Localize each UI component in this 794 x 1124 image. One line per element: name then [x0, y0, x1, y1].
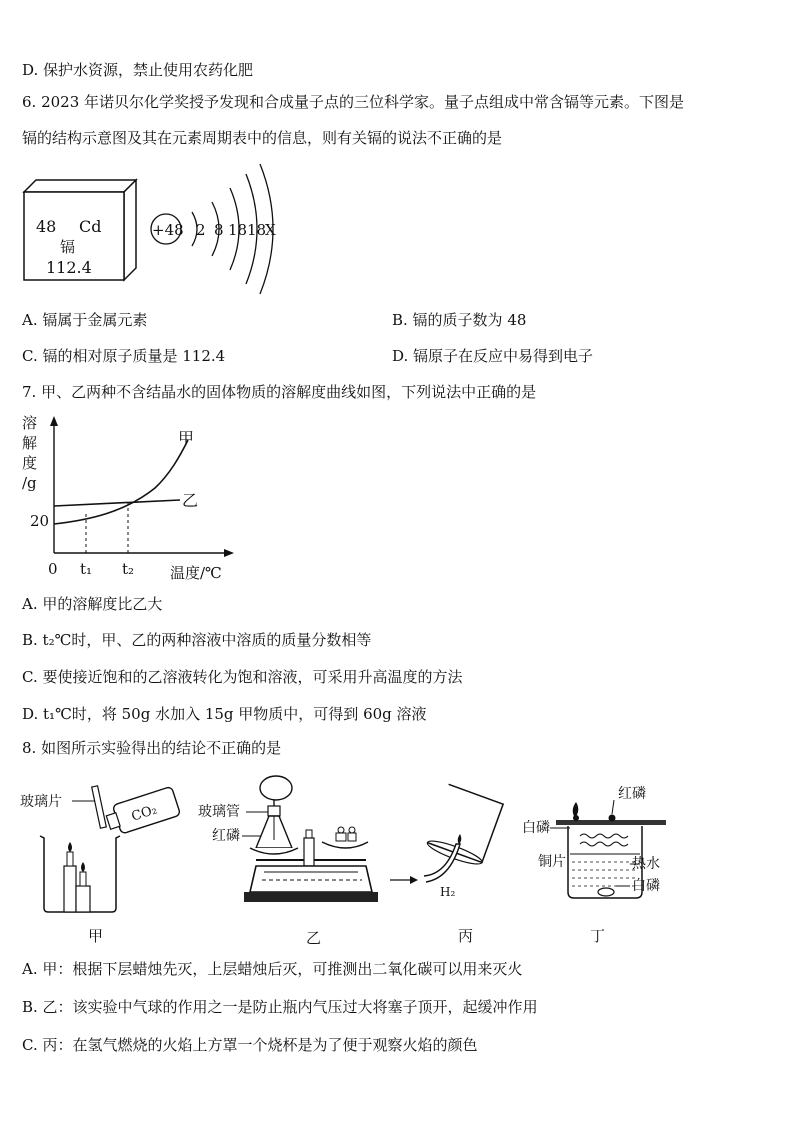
q6-stem-line1: 6. 2023 年诺贝尔化学奖授予发现和合成量子点的三位科学家。量子点组成中常含镉等元素。下图是: [22, 93, 685, 111]
origin-label: 0: [48, 560, 58, 578]
jia-glass-label: 玻璃片: [20, 794, 62, 810]
q7-stem: 7. 甲、乙两种不含结晶水的固体物质的溶解度曲线如图，下列说法中正确的是: [22, 383, 537, 401]
series-yi-label: 乙: [182, 491, 199, 510]
element-mass: 112.4: [46, 258, 92, 277]
q6-option-d: D. 镉原子在反应中易得到电子: [392, 347, 594, 365]
experiment-yi: [196, 774, 376, 910]
q5-option-d: D. 保护水资源，禁止使用农药化肥: [22, 61, 254, 79]
bottom-white-p: [598, 888, 614, 896]
q7-option-a: A. 甲的溶解度比乙大: [22, 595, 163, 613]
ding-white-p-top-label: 白磷: [522, 820, 550, 836]
ding-copper-label: 铜片: [538, 854, 566, 870]
x-tick-t2: t₂: [122, 560, 135, 578]
series-yi-curve: [54, 500, 180, 506]
caption-ding: 丁: [590, 927, 606, 945]
ding-white-p-bottom-label: 白磷: [632, 878, 660, 894]
balloon: [260, 776, 292, 800]
q6-option-a: A. 镉属于金属元素: [22, 311, 148, 329]
element-number: 48: [36, 217, 57, 236]
cadmium-element-card: [24, 180, 139, 285]
upper-flame-icon: [68, 842, 72, 852]
q6-stem-line2: 镉的结构示意图及其在元素周期表中的信息，则有关镉的说法不正确的是: [22, 129, 503, 147]
q8-option-b: B. 乙：该实验中气球的作用之一是防止瓶内气压过大将塞子顶开，起缓冲作用: [22, 998, 538, 1016]
element-symbol: Cd: [79, 217, 102, 236]
y-label-char-4: /g: [22, 474, 37, 492]
shell-3: 18: [228, 221, 248, 239]
caption-jia: 甲: [88, 927, 104, 945]
yi-phosphorus-label: 红磷: [212, 828, 240, 844]
shell-1: 2: [196, 221, 206, 239]
x-tick-t1: t₁: [80, 560, 93, 578]
y-label-char-1: 溶: [22, 414, 38, 432]
caption-yi: 乙: [306, 929, 322, 947]
series-jia-label: 甲: [178, 429, 195, 448]
ding-red-p-label: 红磷: [618, 786, 646, 802]
element-name: 镉: [60, 238, 76, 256]
experiment-jia: [20, 776, 190, 916]
upper-candle: [67, 852, 73, 866]
x-label: 温度/℃: [170, 564, 222, 582]
h2-label: H₂: [440, 885, 456, 899]
cadmium-atom-structure: [148, 162, 283, 297]
atom-nucleus: +48: [152, 221, 184, 239]
y-axis-arrow: [50, 416, 58, 426]
co2-label: CO₂: [129, 802, 159, 825]
y-label-char-3: 度: [22, 454, 38, 472]
y-tick-20: 20: [30, 512, 50, 530]
shell-2: 8: [214, 221, 224, 239]
solubility-chart: [20, 408, 240, 583]
series-jia-curve: [54, 440, 188, 524]
lower-candle: [80, 872, 86, 886]
balance-base: [250, 866, 372, 892]
q7-option-b: B. t₂℃时，甲、乙的两种溶液中溶质的质量分数相等: [22, 631, 372, 649]
shell-5: X: [265, 221, 276, 239]
caption-bing: 丙: [458, 927, 474, 945]
q8-option-c: C. 丙：在氢气燃烧的火焰上方罩一个烧杯是为了便于观察火焰的颜色: [22, 1036, 478, 1054]
q6-option-c: C. 镉的相对原子质量是 112.4: [22, 347, 226, 365]
q7-option-c: C. 要使接近饱和的乙溶液转化为饱和溶液，可采用升高温度的方法: [22, 668, 463, 686]
experiment-bing: [384, 784, 514, 904]
ding-water-label: 热水: [632, 856, 660, 872]
q7-option-d: D. t₁℃时，将 50g 水加入 15g 甲物质中，可得到 60g 溶液: [22, 705, 427, 723]
x-axis-arrow: [224, 549, 234, 557]
q6-option-b: B. 镉的质子数为 48: [392, 311, 527, 329]
y-label-char-2: 解: [22, 434, 38, 452]
q8-option-a: A. 甲：根据下层蜡烛先灭，上层蜡烛后灭，可推测出二氧化碳可以用来灭火: [22, 960, 523, 978]
q8-stem: 8. 如图所示实验得出的结论不正确的是: [22, 739, 282, 757]
red-p-dot: [609, 815, 616, 822]
shell-4: 18: [247, 221, 267, 239]
h2-tube: [424, 844, 460, 882]
glass-plate: [92, 786, 107, 828]
hydrogen-flame-icon: [458, 834, 462, 844]
experiment-ding: [520, 780, 700, 910]
yi-tube-label: 玻璃管: [198, 804, 240, 820]
lower-flame-icon: [81, 862, 85, 872]
